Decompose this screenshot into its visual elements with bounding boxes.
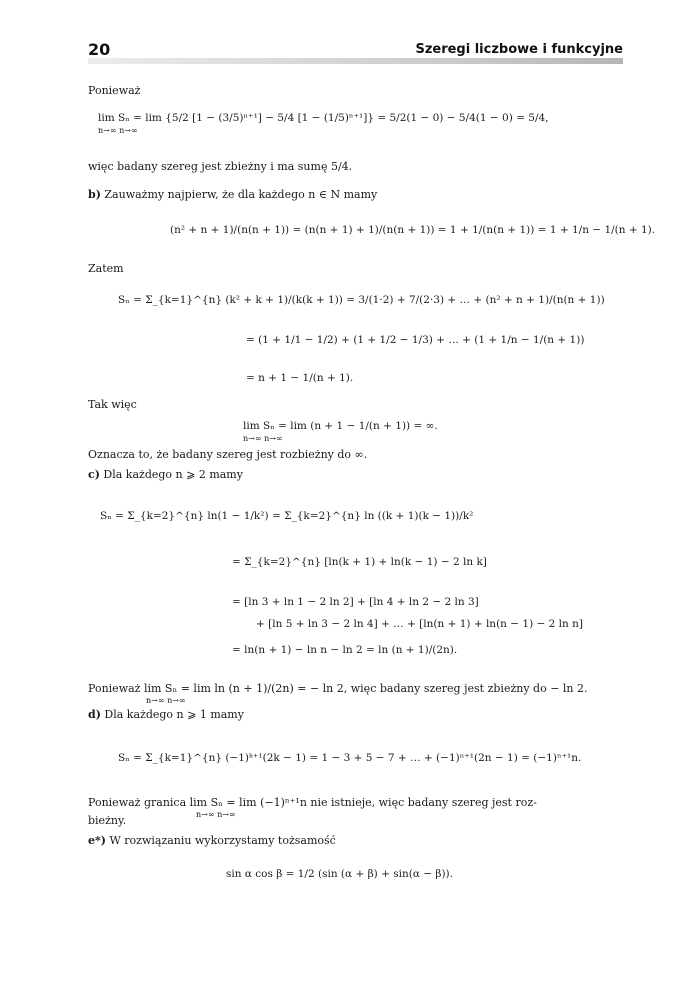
header-rule <box>88 58 623 64</box>
text-line: bieżny. <box>88 814 127 827</box>
equation-sum-c-step2: = [ln 3 + ln 1 − 2 ln 2] + [ln 4 + ln 2 − 2 ln 3] <box>232 596 479 608</box>
equation-limit-a: lim Sₙ = lim {5/2 [1 − (3/5)ⁿ⁺¹] − 5/4 [1 − (1/5)ⁿ⁺¹]} = 5/2(1 − 0) − 5/4(1 − 0) = 5/4, <box>98 112 549 124</box>
text-line: Ponieważ <box>88 84 141 97</box>
part-text: W rozwiązaniu wykorzystamy tożsamość <box>109 834 336 847</box>
part-text: Dla każdego n ⩾ 1 mamy <box>104 708 244 721</box>
part-c-heading <box>88 468 243 481</box>
equation-limit-sub: n→∞ n→∞ <box>243 434 283 443</box>
equation-sum-b: Sₙ = Σ_{k=1}^{n} (k² + k + 1)/(k(k + 1)) = 3/(1·2) + 7/(2·3) + … + (n² + n + 1)/(n(n + 1)) <box>118 294 605 306</box>
page-header <box>88 40 623 66</box>
page-number: 20 <box>88 40 111 59</box>
equation-sum-b-step: = (1 + 1/1 − 1/2) + (1 + 1/2 − 1/3) + … + (1 + 1/n − 1/(n + 1)) <box>246 334 585 346</box>
equation-sum-d: Sₙ = Σ_{k=1}^{n} (−1)ᵏ⁺¹(2k − 1) = 1 − 3 + 5 − 7 + … + (−1)ⁿ⁺¹(2n − 1) = (−1)ⁿ⁺¹n. <box>118 752 582 764</box>
part-label: c) <box>88 468 100 481</box>
equation-sum-b-result: = n + 1 − 1/(n + 1). <box>246 372 354 384</box>
part-text: Dla każdego n ⩾ 2 mamy <box>103 468 243 481</box>
part-b-heading <box>88 188 377 201</box>
equation-identity: sin α cos β = 1/2 (sin (α + β) + sin(α − β)). <box>226 868 453 880</box>
part-d-heading <box>88 708 244 721</box>
text-line: Tak więc <box>88 398 137 411</box>
limit-sub: n→∞ n→∞ <box>146 696 186 705</box>
text-line: Ponieważ granica lim Sₙ = lim (−1)ⁿ⁺¹n nie istnieje, więc badany szereg jest roz- <box>88 796 537 809</box>
equation-sum-c-result: = ln(n + 1) − ln n − ln 2 = ln (n + 1)/(2n). <box>232 644 458 656</box>
equation-sum-c-step1: = Σ_{k=2}^{n} [ln(k + 1) + ln(k − 1) − 2 ln k] <box>232 556 487 568</box>
text-line: Ponieważ lim Sₙ = lim ln (n + 1)/(2n) = − ln 2, więc badany szereg jest zbieżny do − ln 2. <box>88 682 588 695</box>
text-line: Zatem <box>88 262 124 275</box>
equation-limit-sub: n→∞ n→∞ <box>98 126 138 135</box>
equation-sum-c-step3: + [ln 5 + ln 3 − 2 ln 4] + … + [ln(n + 1) + ln(n − 1) − 2 ln n] <box>256 618 583 630</box>
equation-decomposition: (n² + n + 1)/(n(n + 1)) = (n(n + 1) + 1)/(n(n + 1)) = 1 + 1/(n(n + 1)) = 1 + 1/n − 1/(n + 1). <box>170 224 656 236</box>
part-e-heading <box>88 834 336 847</box>
part-label: b) <box>88 188 101 201</box>
chapter-title: Szeregi liczbowe i funkcyjne <box>415 42 623 57</box>
part-label: e*) <box>88 834 106 847</box>
part-text: Zauważmy najpierw, że dla każdego n ∈ N mamy <box>104 188 378 201</box>
part-label: d) <box>88 708 101 721</box>
equation-sum-c: Sₙ = Σ_{k=2}^{n} ln(1 − 1/k²) = Σ_{k=2}^{n} ln ((k + 1)(k − 1))/k² <box>100 510 474 522</box>
limit-sub: n→∞ n→∞ <box>196 810 236 819</box>
text-line: Oznacza to, że badany szereg jest rozbieżny do ∞. <box>88 448 368 461</box>
equation-limit-b: lim Sₙ = lim (n + 1 − 1/(n + 1)) = ∞. <box>243 420 438 432</box>
text-line: więc badany szereg jest zbieżny i ma sumę 5/4. <box>88 160 353 173</box>
